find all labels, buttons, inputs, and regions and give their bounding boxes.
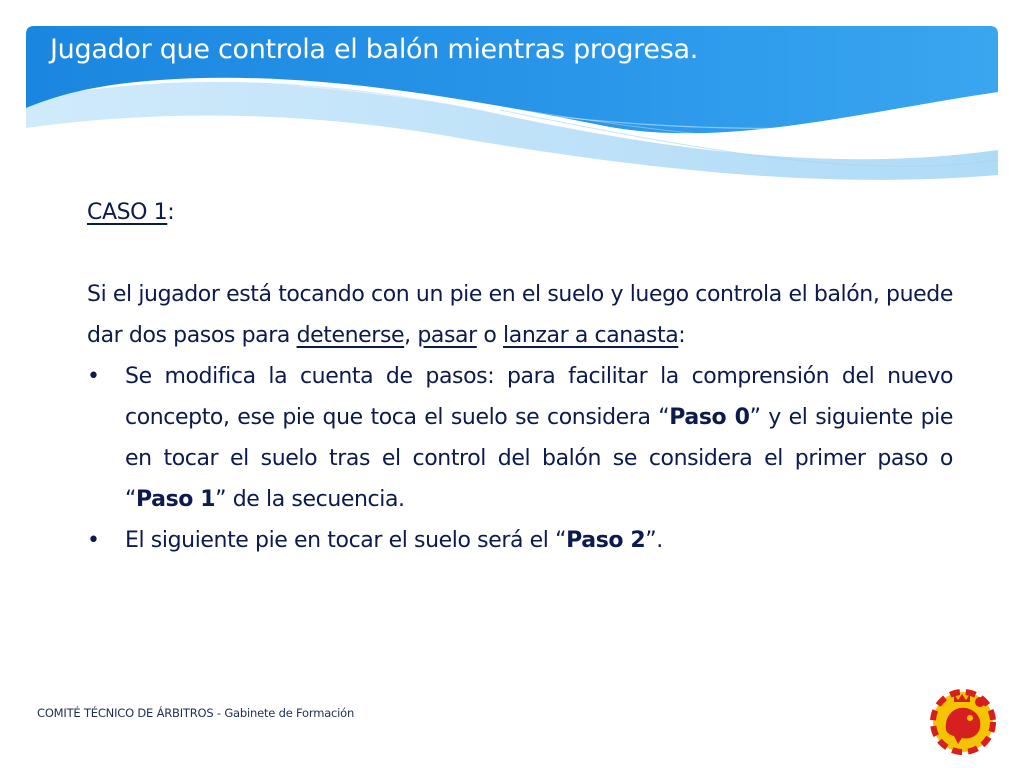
paragraph-separator: , — [404, 323, 418, 348]
bullet-bold-term: Paso 1 — [136, 487, 216, 512]
bullet-bold-term: Paso 2 — [566, 528, 646, 553]
case-heading — [87, 192, 953, 233]
underlined-pasar: pasar — [417, 323, 477, 348]
case-heading-suffix: : — [167, 200, 175, 225]
bullet-text: El siguiente pie en tocar el suelo será el “ — [125, 528, 567, 553]
bullet-bold-term: Paso 0 — [669, 405, 750, 430]
slide-title: Jugador que controla el balón mientras progresa. — [50, 34, 698, 65]
footer-text: COMITÉ TÉCNICO DE ÁRBITROS - Gabinete de Formación — [37, 706, 355, 720]
underlined-lanzar: lanzar a canasta — [503, 323, 679, 348]
paragraph-text: Si el jugador está tocando con un pie en el suelo y luego controla el balón, puede dar dos pasos para — [87, 282, 953, 348]
federation-lion-crest-icon — [928, 686, 998, 756]
bullet-icon: • — [87, 528, 100, 553]
case-heading-label: CASO 1 — [87, 200, 168, 225]
paragraph-separator: o — [476, 323, 504, 348]
spacer — [87, 233, 953, 274]
bullet-item — [87, 356, 953, 520]
slide-body — [87, 192, 953, 561]
intro-paragraph — [87, 274, 953, 356]
header-wave-banner — [0, 0, 1024, 190]
paragraph-end: : — [678, 323, 686, 348]
bullet-list — [87, 356, 953, 561]
bullet-item — [87, 520, 953, 561]
bullet-text: ”. — [645, 528, 663, 553]
bullet-icon: • — [87, 364, 100, 389]
underlined-detenerse: detenerse — [296, 323, 405, 348]
bullet-text: ” de la secuencia. — [215, 487, 405, 512]
bullet-text: Se modifica la cuenta de pasos: para facilitar la comprensión del nuevo concepto, ese pie que toca el suelo se considera “ — [125, 364, 953, 430]
bullet-text: ” y el siguiente pie en tocar el suelo tras el control del balón se considera el primer paso o “ — [125, 405, 953, 512]
